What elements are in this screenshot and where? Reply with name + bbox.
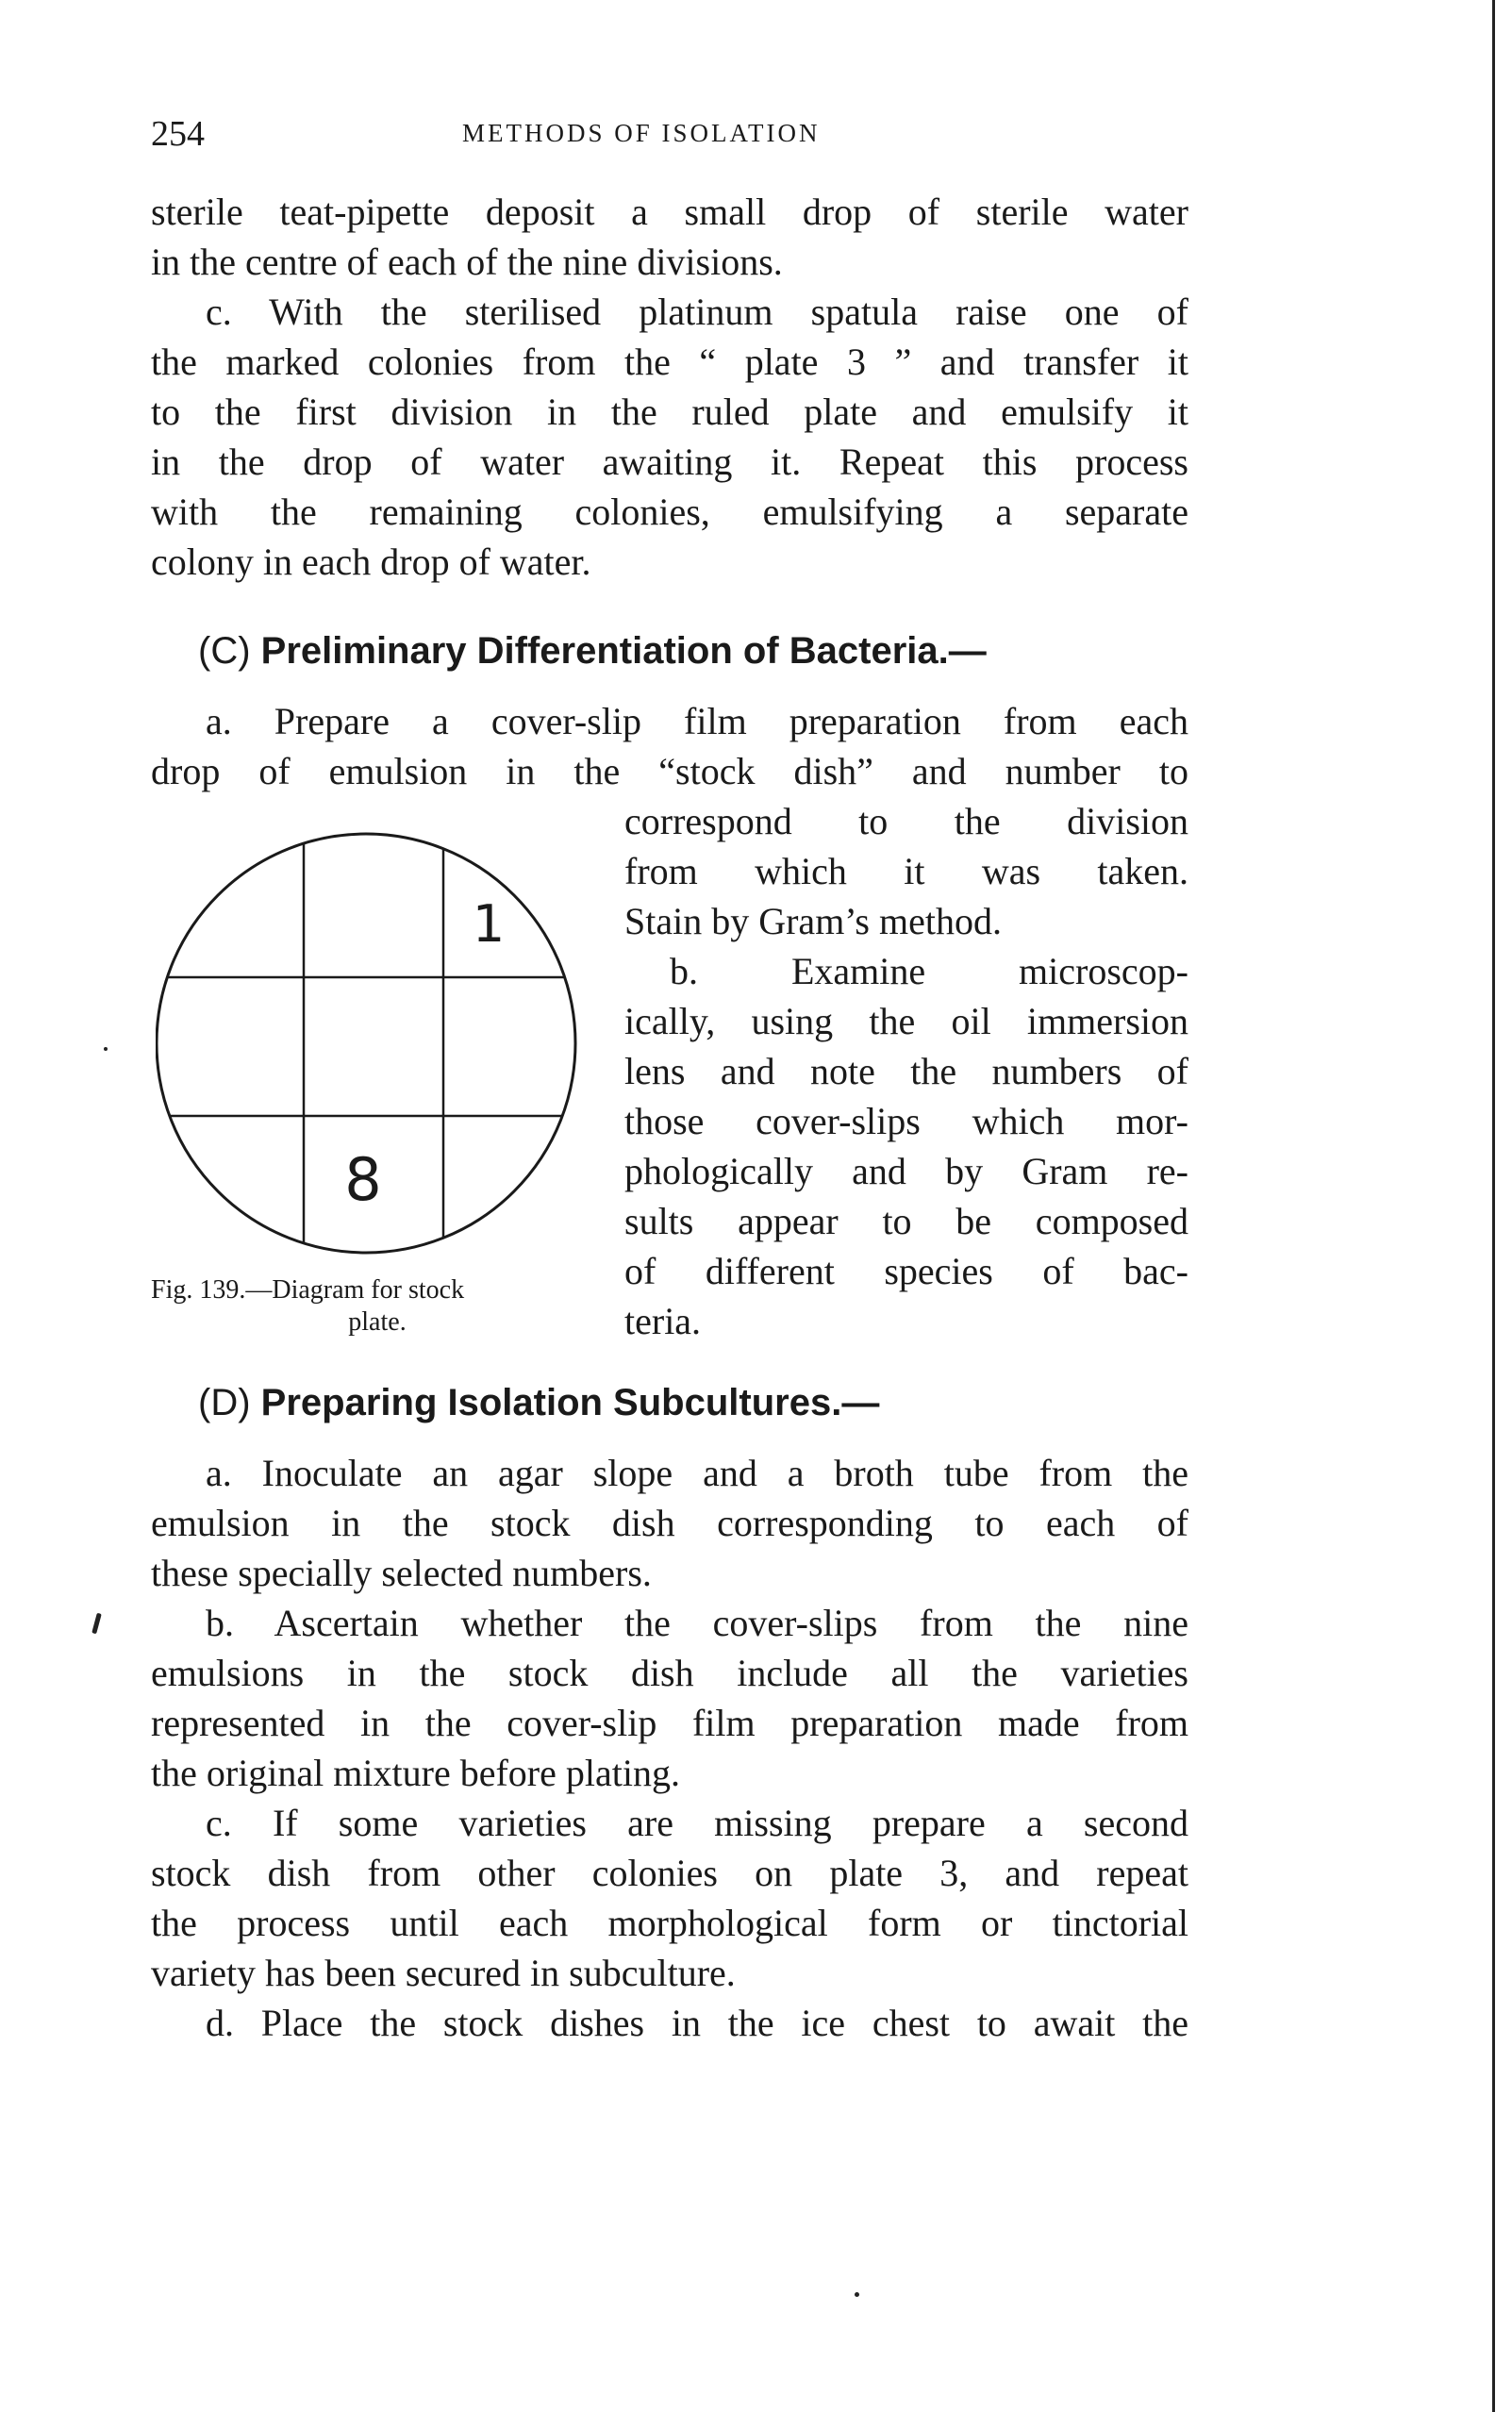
division-label-8: 8 (344, 1145, 382, 1214)
ink-speck (855, 2292, 859, 2297)
figure-caption-cont: plate. (348, 1307, 407, 1337)
running-head: METHODS OF ISOLATION (462, 119, 821, 147)
page-number: 254 (151, 114, 205, 154)
text-line: the process until each morphological form or tinctorial (151, 1902, 1188, 1944)
text-line: in the centre of each of the nine divisions. (151, 241, 783, 283)
section-title: Preparing Isolation Subcultures.— (260, 1382, 880, 1423)
text-line: phologically and by Gram re- (624, 1150, 1188, 1192)
division-label-1: 1 (472, 894, 506, 954)
text-line: a. Prepare a cover-slip film preparation from each (206, 700, 1188, 742)
text-line: c. If some varieties are missing prepare a second (206, 1802, 1188, 1844)
text-line: teria. (624, 1300, 702, 1342)
text-line: from which it was taken. (624, 850, 1188, 892)
text-line: colony in each drop of water. (151, 541, 591, 583)
ink-speck (104, 1047, 108, 1051)
section-heading-d (198, 1379, 879, 1426)
text-line: of different species of bac- (624, 1250, 1188, 1292)
section-heading-c (198, 627, 987, 674)
section-label: (D) (198, 1382, 251, 1423)
text-line: a. Inoculate an agar slope and a broth tube from the (206, 1452, 1188, 1494)
text-line: sterile teat-pipette deposit a small drop of sterile water (151, 191, 1188, 233)
text-line: b. Ascertain whether the cover-slips from the nine (206, 1602, 1188, 1644)
text-line: to the first division in the ruled plate and emulsify it (151, 391, 1188, 433)
text-line: emulsions in the stock dish include all the varieties (151, 1652, 1188, 1694)
text-line: those cover-slips which mor- (624, 1100, 1188, 1142)
text-line: variety has been secured in subculture. (151, 1952, 736, 1994)
text-line: sults appear to be composed (624, 1200, 1188, 1242)
text-line: represented in the cover-slip film preparation made from (151, 1702, 1188, 1744)
text-line: correspond to the division (624, 800, 1188, 842)
text-line: Stain by Gram’s method. (624, 900, 1002, 942)
figure-caption: Fig. 139.—Diagram for stock (151, 1275, 465, 1305)
text-line: c. With the sterilised platinum spatula raise one of (206, 291, 1188, 333)
text-line: the original mixture before plating. (151, 1752, 680, 1794)
page-edge-line (1492, 0, 1495, 2412)
text-line: emulsion in the stock dish corresponding to each of (151, 1502, 1188, 1544)
stock-plate-svg (156, 830, 608, 1264)
text-line: with the remaining colonies, emulsifying a separate (151, 491, 1188, 533)
text-line: drop of emulsion in the “stock dish” and number to (151, 750, 1188, 792)
ink-mark (91, 1613, 102, 1635)
text-line: lens and note the numbers of (624, 1050, 1188, 1092)
text-line: these specially selected numbers. (151, 1552, 652, 1594)
text-line: the marked colonies from the “ plate 3 ” and transfer it (151, 341, 1188, 383)
page-header (151, 113, 1188, 160)
text-line: d. Place the stock dishes in the ice chest to await the (206, 2002, 1188, 2044)
stock-plate-diagram (156, 830, 608, 1264)
text-line: ically, using the oil immersion (624, 1000, 1188, 1042)
section-label: (C) (198, 630, 251, 672)
text-line: b. Examine microscop- (670, 950, 1188, 992)
text-line: in the drop of water awaiting it. Repeat this process (151, 441, 1188, 483)
section-title: Preliminary Differentiation of Bacteria.— (260, 630, 987, 672)
text-line: stock dish from other colonies on plate 3, and repeat (151, 1852, 1188, 1894)
